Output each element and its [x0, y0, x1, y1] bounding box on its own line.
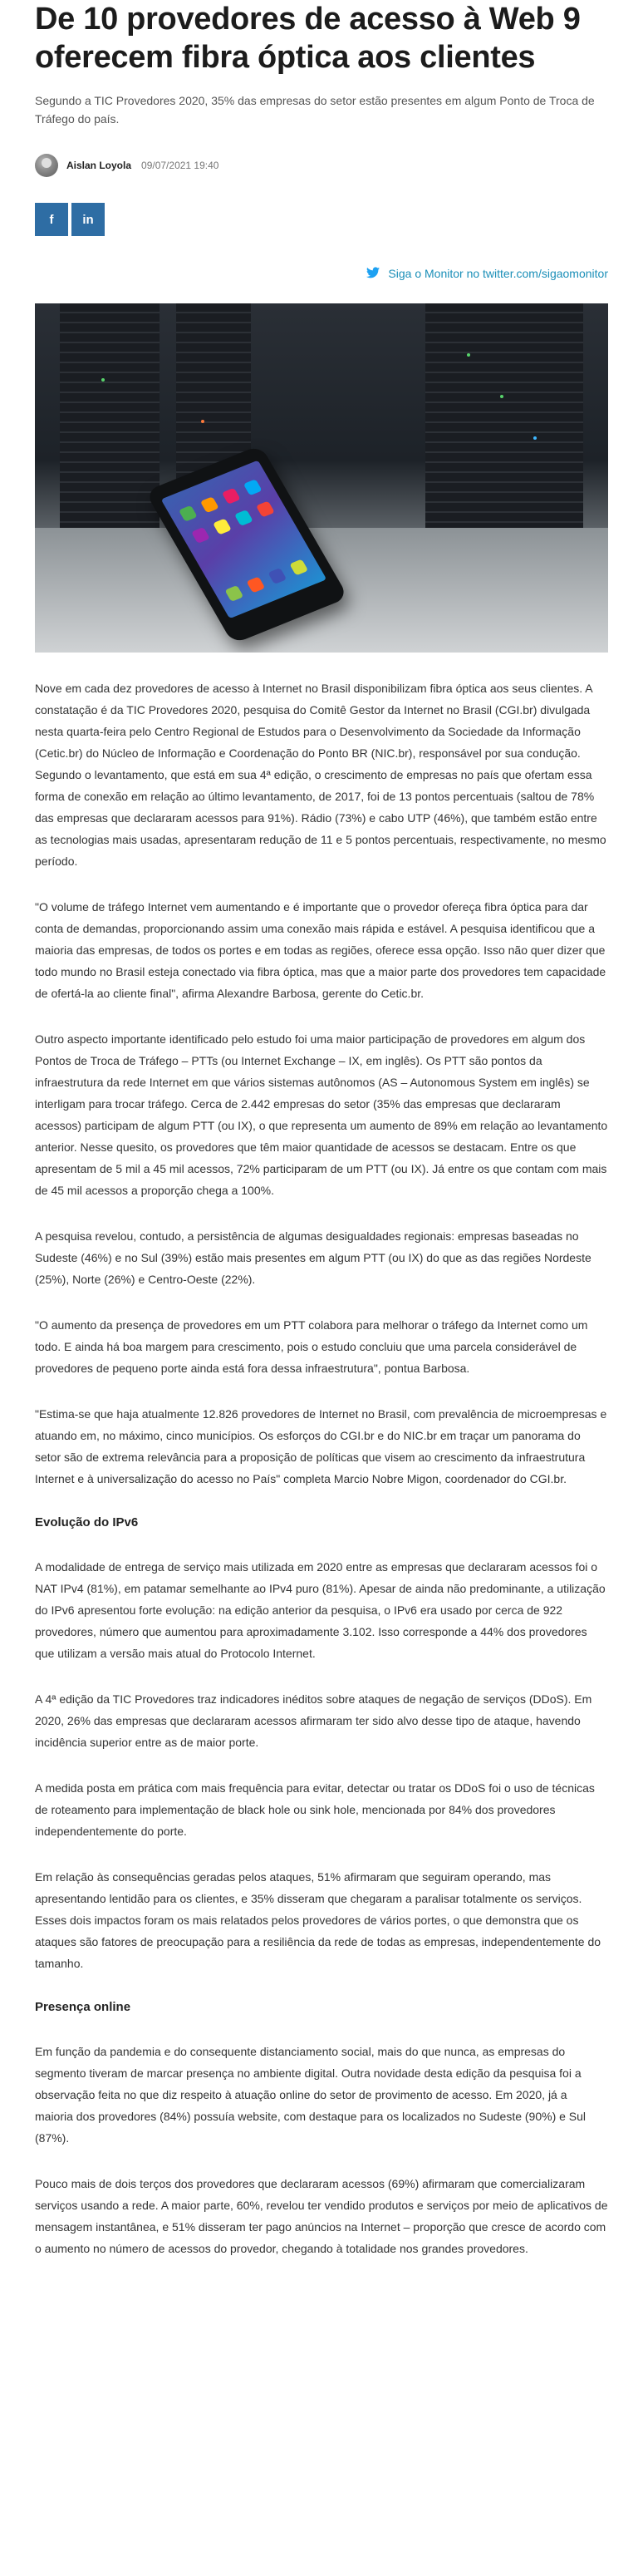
linkedin-icon: in: [82, 212, 94, 227]
facebook-icon: f: [49, 212, 54, 227]
article-paragraph: Pouco mais de dois terços dos provedores que declararam acessos (69%) afirmaram que comercializaram serviços usando a rede. A maior parte, 60%, revelou ter vendido produtos e serviços por meio de aplicativos de mensagem instantânea, e 51% disseram ter pago anúncios na Internet – proporção que cresce de acordo com o aumento no número de acessos do provedor, chegando à totalidade nos grandes provedores.: [35, 2177, 608, 2255]
app-icon: [246, 576, 265, 593]
article-paragraph: Outro aspecto importante identificado pelo estudo foi uma maior participação de provedores em algum dos Pontos de Troca de Tráfego – PTTs (ou Internet Exchange – IX, em inglês). Os PTT são pontos da infraestrutura da rede Internet em que vários sistemas autônomos (AS – Autonomous System em inglês) se interligam para trocar tráfego. Cerca de 2.442 empresas do setor (35% das empresas que declararam acessos) participam de algum PTT (ou IX), o que representa um aumento de 89% em relação ao levantamento anterior. Nesse quesito, os provedores que têm maior quantidade de acessos se destacam. Entre os que apresentam de 5 mil a 45 mil acessos, 72% participaram de um PTT (ou IX). Já entre os que contam com mais de 45 mil acessos a proporção chega a 100%.: [35, 1032, 608, 1197]
facebook-share-button[interactable]: [35, 203, 68, 236]
app-icon: [191, 527, 210, 544]
article-paragraph: "O aumento da presença de provedores em um PTT colabora para melhorar o tráfego da Internet como um todo. E ainda há boa margem para crescimento, pois o estudo concluiu que uma parcela considerável de provedores de pequeno porte ainda está fora dessa infraestrutura", pontua Barbosa.: [35, 1318, 588, 1375]
app-icon: [200, 496, 219, 513]
article-paragraph: A 4ª edição da TIC Provedores traz indicadores inéditos sobre ataques de negação de serviços (DDoS). Em 2020, 26% das empresas que declararam acessos afirmaram ter sido alvo desse tipo de ataque, havendo incidência superior entre as de maior porte.: [35, 1692, 592, 1749]
section-heading-ipv6: Evolução do IPv6: [35, 1515, 139, 1529]
twitter-follow-link[interactable]: Siga o Monitor no twitter.com/sigaomonitor: [388, 267, 608, 280]
article-paragraph: Em função da pandemia e do consequente distanciamento social, mais do que nunca, as empresas do segmento tiveram de marcar presença no ambiente digital. Outra novidade desta edição da pesquisa foi a observação feita no que diz respeito à atuação online do setor de provimento de acesso. Em 2020, já a maioria dos provedores (84%) possuía website, com destaque para os localizados no Sudeste (90%) e Sul (87%).: [35, 2045, 587, 2145]
article-paragraph: Em relação às consequências geradas pelos ataques, 51% afirmaram que seguiram operando, mas apresentando lentidão para os clientes, e 35% disseram que chegaram a paralisar totalmente os serviços. Esses dois impactos foram os mais relatados pelos provedores de vários portes, o que demonstra que os ataques são fatores de preocupação para a resiliência da rede de todas as empresas, independentemente do tamanho.: [35, 1870, 601, 1970]
publish-date: 09/07/2021 19:40: [141, 160, 219, 171]
linkedin-share-button[interactable]: [71, 203, 105, 236]
hero-image-phone-datacenter: [35, 303, 608, 653]
led-light: [201, 420, 204, 423]
article-paragraph: A medida posta em prática com mais frequência para evitar, detectar ou tratar os DDoS foi o uso de técnicas de roteamento para implementação de black hole ou sink hole, mencionada por 84% dos provedores independentemente do porte.: [35, 1781, 595, 1838]
author-name[interactable]: Aislan Loyola: [66, 160, 132, 171]
app-icon: [243, 479, 263, 495]
app-icon: [289, 559, 308, 576]
article-paragraph: A pesquisa revelou, contudo, a persistência de algumas desigualdades regionais: empresas baseadas no Sudeste (46%) e no Sul (39%) estão mais presentes em algum PTT (ou IX) do que as das regiões Nordeste (25%), Norte (26%) e Centro-Oeste (22%).: [35, 1229, 591, 1286]
article-title: De 10 provedores de acesso à Web 9 oferecem fibra óptica aos clientes: [35, 2, 581, 75]
server-rack: [425, 303, 583, 536]
article-subtitle: Segundo a TIC Provedores 2020, 35% das empresas do setor estão presentes em algum Ponto de Troca de Tráfego do país.: [35, 94, 595, 126]
article-paragraph: "O volume de tráfego Internet vem aumentando e é importante que o provedor ofereça fibra óptica para dar conta de demandas, proporcionando assim uma conexão mais rápida e estável. A pesquisa identificou que a maioria das empresas, de todos os portes e em todas as regiões, oferece essa opção. Isso não quer dizer que todo mundo no Brasil esteja conectado via fibra óptica, mas que a maior parte dos provedores tem capacidade de ofertá-la ao cliente final", afirma Alexandre Barbosa, gerente do Cetic.br.: [35, 900, 606, 1000]
section-heading-online: Presença online: [35, 2000, 131, 2014]
article-body: [35, 677, 608, 2259]
app-icon: [268, 568, 287, 584]
twitter-bird-icon: [366, 267, 380, 281]
led-light: [101, 378, 105, 382]
app-icon: [222, 488, 241, 505]
article-paragraph: "Estima-se que haja atualmente 12.826 provedores de Internet no Brasil, com prevalência de microempresas e atuando em, no máximo, cinco municípios. Os esforços do CGI.br e do NIC.br em traçar um panorama do setor são de extrema relevância para a proposição de políticas que visem ao crescimento da infraestrutura Internet e à universalização do acesso no País" completa Marcio Nobre Migon, coordenador do CGI.br.: [35, 1407, 607, 1485]
article-paragraph: Nove em cada dez provedores de acesso à Internet no Brasil disponibilizam fibra óptica aos seus clientes. A constatação é da TIC Provedores 2020, pesquisa do Comitê Gestor da Internet no Brasil (CGI.br) divulgada nesta quarta-feira pelo Centro Regional de Estudos para o Desenvolvimento da Sociedade da Informação (Cetic.br) do Núcleo de Informação e Coordenação do Ponto BR (NIC.br), responsável por sua condução. Segundo o levantamento, que está em sua 4ª edição, o crescimento de empresas no país que ofertam essa forma de conexão em relação ao último levantamento, de 2017, foi de 13 pontos percentuais (saltou de 78% das empresas que declararam acessos para 91%). Rádio (73%) e cabo UTP (46%), que também estão entre as tecnologias mais usadas, apresentaram redução de 11 e 5 pontos percentuais, respectivamente, no mesmo período.: [35, 682, 606, 868]
app-icon: [224, 585, 243, 602]
article-paragraph: A modalidade de entrega de serviço mais utilizada em 2020 entre as empresas que declararam acessos foi o NAT IPv4 (81%), em patamar semelhante ao IPv4 puro (81%). Apesar de ainda não predominante, a utilização do IPv6 apresentou forte evolução: na edição anterior da pesquisa, o IPv6 era usado por cerca de 922 provedores, número que aumentou para aproximadamente 3.102. Isso corresponde a 44% dos provedores que utilizam a versão mais atual do Protocolo Internet.: [35, 1560, 606, 1660]
app-icon: [213, 519, 232, 535]
app-icon: [179, 505, 198, 522]
server-rack: [60, 303, 160, 536]
led-light: [533, 436, 537, 440]
led-light: [500, 395, 503, 398]
author-avatar: [35, 154, 58, 177]
app-icon: [234, 510, 253, 526]
twitter-follow: [35, 265, 608, 282]
led-light: [467, 353, 470, 357]
share-buttons: [35, 203, 608, 236]
app-icon: [256, 501, 275, 518]
byline: [35, 153, 608, 178]
